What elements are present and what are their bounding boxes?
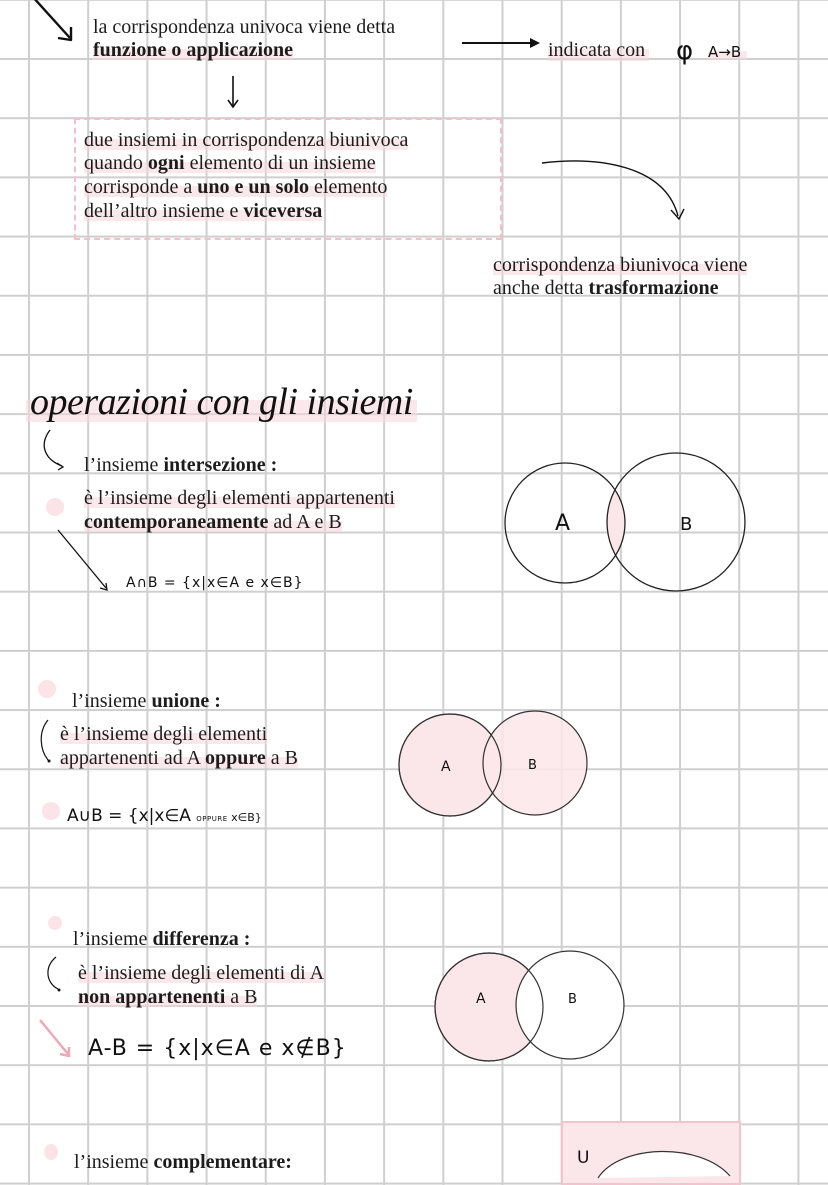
complement-set-ellipse (590, 1140, 740, 1180)
bullet-dot (38, 680, 56, 698)
intersection-heading: l’insieme intersezione : (84, 454, 278, 476)
difference-formula: A-B = {x|x∈A e x∉B} (88, 1036, 347, 1061)
venn-label-b: B (528, 758, 537, 773)
transformation-line2: anche detta trasformazione (493, 277, 719, 299)
venn-label-b: B (568, 992, 577, 1007)
union-desc-line1: è l’insieme degli elementi (60, 723, 268, 745)
venn-union-diagram (395, 705, 595, 830)
correspondence-line2: funzione o applicazione (93, 39, 294, 61)
bullet-dot (46, 498, 64, 516)
venn-label-a: A (441, 759, 451, 775)
right-arrow-icon (462, 36, 542, 50)
venn-intersection-diagram (500, 450, 750, 600)
union-formula: A∪B = {x|x∈A OPPURE x∈B} (67, 806, 262, 826)
bullet-dot (42, 802, 60, 820)
intersection-desc-line2: contemporaneamente ad A e B (84, 511, 342, 533)
page-title: operazioni con gli insiemi (26, 380, 417, 424)
mapping-a-to-b: A→B (708, 43, 747, 61)
difference-heading: l’insieme differenza : (73, 928, 251, 950)
intersection-desc-line1: è l’insieme degli elementi appartenenti (84, 487, 395, 509)
complement-heading: l’insieme complementare: (74, 1151, 292, 1173)
bullet-dot (48, 916, 62, 930)
transformation-line1: corrispondenza biunivoca viene (493, 254, 748, 276)
difference-desc-line2: non appartenenti a B (78, 986, 258, 1008)
indicated-with-text: indicata con (548, 38, 649, 62)
phi-symbol: φ (676, 36, 694, 66)
down-arrow-icon (226, 76, 240, 110)
diagonal-arrow-icon (30, 0, 80, 48)
venn-label-a: A (555, 511, 571, 536)
curved-arrow-icon (40, 428, 70, 470)
bijection-line1: due insiemi in corrispondenza biunivoca (84, 129, 409, 151)
intersection-formula: A∩B = {x|x∈A e x∈B} (126, 575, 304, 591)
bullet-dot (44, 1144, 58, 1160)
union-desc-line2: appartenenti ad A oppure a B (60, 747, 298, 769)
diagonal-arrow-icon (56, 530, 112, 594)
curved-arrow-icon (44, 955, 66, 995)
union-heading: l’insieme unione : (72, 690, 221, 712)
venn-difference-diagram (430, 945, 635, 1070)
pink-arrow-icon (38, 1018, 74, 1060)
universe-label: U (577, 1148, 590, 1168)
curved-arrow-icon (38, 718, 58, 764)
curved-arrow-icon (540, 158, 690, 228)
correspondence-line1: la corrispondenza univoca viene detta (93, 16, 396, 38)
bijection-line4: dell’altro insieme e viceversa (84, 200, 323, 222)
difference-desc-line1: è l’insieme degli elementi di A (78, 962, 325, 984)
venn-label-b: B (680, 514, 693, 535)
venn-label-a: A (476, 991, 486, 1007)
bijection-line2: quando ogni elemento di un insieme (84, 152, 376, 174)
bijection-line3: corrisponde a uno e un solo elemento (84, 176, 388, 198)
